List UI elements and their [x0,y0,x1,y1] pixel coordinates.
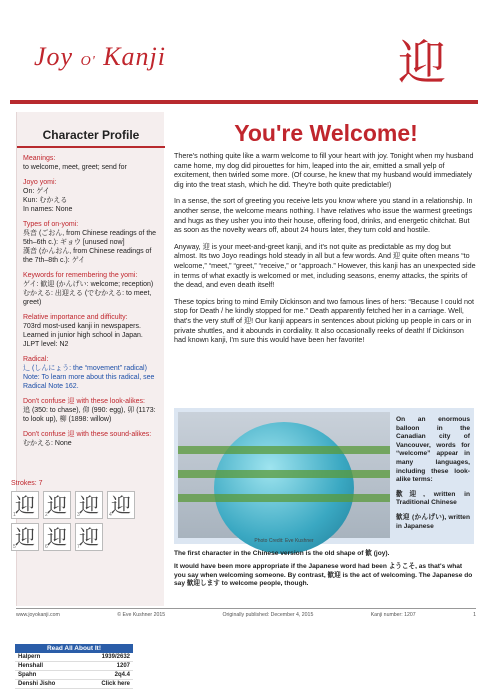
site-logo[interactable] [34,42,166,72]
soundalike-value: むかえる: None [23,440,72,447]
read-row-key: Denshi Jisho [18,681,56,687]
read-table-row [15,653,133,662]
on-reading: On: ゲイ [23,188,50,195]
page-title: You're Welcome! [234,120,418,146]
stroke-number: 6 [45,544,48,550]
soundalike-label: Don't confuse 迎 with these sound-alikes: [23,431,152,438]
paragraph-1: There's nothing quite like a warm welcome to fill your heart with joy. Tonight when my husband came home, my dog did pirouettes for him, leaped into the air, emitted a small yelp of excitement, then twirled some more. (Of course, he knew that my husband would immediately dig into the treat stash, which he did. They're both quite predictable!) [174,151,474,189]
keywords-section [23,271,161,307]
read-row-value: 1939/2632 [101,654,130,660]
logo-joy: Joy [34,42,74,71]
read-table-rows [15,653,133,689]
footer-kanji-number: Kanji number: 1207 [370,612,416,618]
photo-panel [174,408,474,544]
stroke-number: 4 [109,512,112,518]
read-table-row[interactable] [15,680,133,689]
stroke-char: 迎 [15,525,35,549]
lookalike-label: Don't confuse 迎 with these look-alikes: [23,398,145,405]
lookalike-value: 追 (350: to chase), 仰 (990: egg), 卯 (1173: to look up), 柳 (1898: willow) [23,407,156,423]
stroke-char: 迎 [15,493,35,517]
paragraph-2: In a sense, the sort of greeting you receive lets you know where you stand in a relationship. In another sense, the welcome means nothing. I have relatives who issue the warmest greetings and hugs as they usher you into their house, offering food, drinks, and energetic chitchat. But as soon as the novelty wears off, about 24 hours later, they turn cold and hostile. [174,196,473,235]
importance-label: Relative importance and difficulty: [23,314,128,321]
stroke-char: 迎 [47,493,67,517]
read-table-row [15,662,133,671]
read-row-key: Henshall [18,663,44,669]
caption-item-1: 歡迎, written in Traditional Chinese [396,490,470,507]
keywords-1: ゲイ: 歓迎 (かんげい: welcome; reception) [23,281,154,288]
photo-band [178,446,390,454]
profile-details [23,154,161,454]
paragraph-3: Anyway, 迎 is your meet-and-greet kanji, and it's not quite as predictable as my dog but almost. Its two Joyo readings hold steady in all but a few words. And 迎 quite often means “to welcome,” “meet,” “greet,” “receive,” or “approach.” However, this kanji has an unexpected side in terms of what exactly is welcomed or met, including seasons, enemy attacks, the spirits of the dead, and even death itself! [174,241,476,290]
paragraph-4: These topics bring to mind Emily Dickinson and two famous lines of hers: “Because I could not stop for Death / he kindly stopped for me.” Death apparently fetched her in a carriage. Well, that's the very stuff of 迎! Our kanji appears in sentences about picking up people in cars or in private shuttles, and it abounds in cordiality. It also occasionally reeks of death! If Dickinson had known kanji, I'm sure this would have been her favorite! [174,296,475,345]
nanori: In names: None [23,206,73,213]
importance-value: 703rd most-used kanji in newspapers. Learned in junior high school in Japan. JLPT level: N2 [23,323,143,348]
article-body [174,151,476,352]
photo-caption [396,416,470,531]
stroke-box [107,491,135,519]
caption-text: On an enormous balloon in the Canadian city of Vancouver, words for “welcome” appear in many languages, including these look-alike terms: [396,416,470,484]
footer-copyright: © Eve Kushner 2015 [117,612,166,618]
stroke-order [11,480,139,551]
meanings-value: to welcome, meet, greet; send for [23,164,127,171]
importance-section [23,313,161,349]
logo-o: O' [80,54,96,69]
read-table-header: Read All About It! [15,644,133,653]
read-row-key: Halpern [18,654,41,660]
stroke-box [75,523,103,551]
read-table-row [15,671,133,680]
logo-kanji: Kanji [103,42,166,71]
footer-divider [16,608,476,609]
stroke-char: 迎 [79,525,99,549]
stroke-box [11,491,39,519]
stroke-box [43,491,71,519]
page-footer [16,612,476,618]
keywords-label: Keywords for remembering the yomi: [23,272,138,279]
radical-label: Radical: [23,356,49,363]
stroke-number: 2 [45,512,48,518]
footer-published: Originally published: December 4, 2015 [222,612,314,618]
read-row-key: Spahn [18,672,37,678]
meanings-label: Meanings: [23,155,56,162]
types-label: Types of on-yomi: [23,221,79,228]
joyo-label: Joyo yomi: [23,179,57,186]
read-row-value: 1207 [116,663,130,669]
sidebar-divider [17,146,165,148]
balloon-image [214,422,354,554]
stroke-box [75,491,103,519]
types-section [23,220,161,265]
stroke-number: 3 [77,512,80,518]
meanings-section [23,154,161,172]
denshi-jisho-link[interactable]: Click here [101,681,130,687]
photo-band [178,470,390,478]
photo-band [178,494,390,502]
stroke-char: 迎 [79,493,99,517]
stroke-box [43,523,71,551]
stroke-number: 7 [77,544,80,550]
stroke-grid [11,491,139,551]
page-header [0,0,488,100]
photo-credit: Photo Credit: Eve Kushner [254,538,314,544]
lookalike-section [23,397,161,424]
radical-note-link[interactable]: 辶 (しんにょう: the “movement” radical) Note: To learn more about this radical, see Radical Note 162. [23,365,155,390]
stroke-number: 5 [13,544,16,550]
sidebar-title: Character Profile [42,128,140,142]
header-kanji: 迎 [397,35,446,91]
note-1: The first character in the Chinese version is the old shape of 歓 (joy). [174,550,390,557]
stroke-char: 迎 [111,493,131,517]
soundalike-section [23,430,161,448]
strokes-label: Strokes: 7 [11,480,43,487]
header-divider [10,100,478,104]
kun-reading: Kun: むかえる [23,197,68,204]
note-2: It would have been more appropriate if the Japanese word had been ようこそ, as that's what you say when welcoming someone. By contrast, 歓迎 is the act of welcoming. The Japanese do say 歓迎します to welcome people, though. [174,562,473,588]
stroke-number: 1 [13,512,16,518]
balloon-photo [178,412,390,538]
stroke-box [11,523,39,551]
footer-page-number: 1 [473,612,476,618]
read-all-about-it-table [15,644,133,689]
types-2: 漢音 (かんおん, from Chinese readings of the 7th–8th c.): ゲイ [23,248,152,264]
joyo-yomi-section [23,178,161,214]
photo-notes [174,550,474,593]
keywords-2: むかえる: 出迎える (でむかえる: to meet, greet) [23,290,152,306]
caption-item-2: 歓迎 (かんげい), written in Japanese [396,513,470,530]
stroke-char: 迎 [47,525,67,549]
footer-site-link[interactable]: www.joyokanji.com [16,612,60,618]
types-1: 呉音 (ごおん, from Chinese readings of the 5th–6th c.): ギョウ [unused now] [23,230,157,246]
radical-section [23,355,161,391]
read-row-value: 2q4.4 [114,672,130,678]
